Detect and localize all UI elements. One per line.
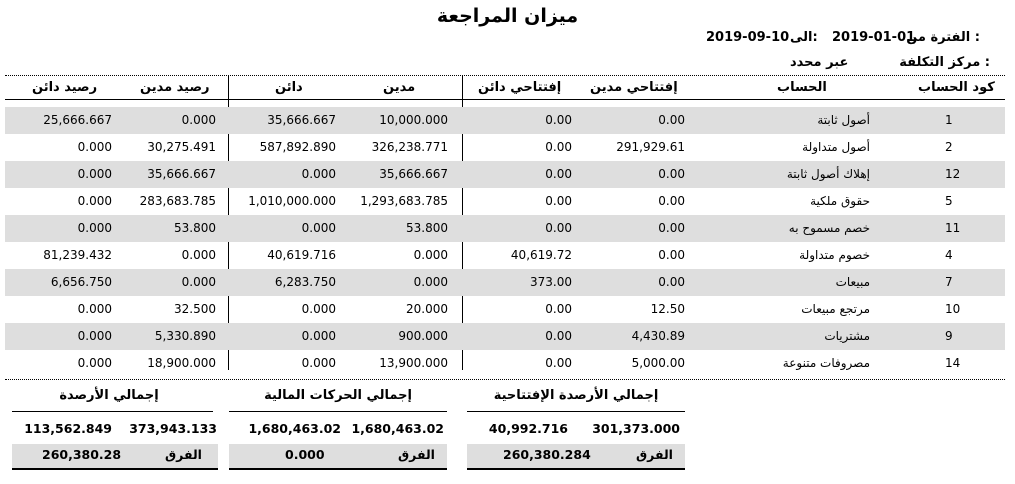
movements-diff-underline bbox=[229, 468, 447, 470]
cell-credit: 0.000 bbox=[301, 329, 336, 343]
cell-open-credit: 0.00 bbox=[545, 194, 572, 208]
cell-bal-debit: 35,666.667 bbox=[147, 167, 216, 181]
col-header-debit: مدين bbox=[383, 80, 416, 95]
header-top-rule bbox=[5, 75, 1005, 76]
movements-totals-credit: 1,680,463.02 bbox=[248, 421, 341, 436]
table-row bbox=[5, 107, 1005, 134]
cell-debit: 1,293,683.785 bbox=[360, 194, 448, 208]
date-to: 2019-09-10 bbox=[706, 30, 790, 45]
table-row bbox=[5, 323, 1005, 350]
col-header-open-credit: إفتتاحي دائن bbox=[478, 80, 562, 95]
cell-debit: 20.000 bbox=[406, 302, 448, 316]
cell-bal-credit: 25,666.667 bbox=[43, 113, 112, 127]
cell-open-debit: 4,430.89 bbox=[631, 329, 685, 343]
cell-code: 11 bbox=[945, 221, 961, 235]
opening-diff-label: الفرق bbox=[636, 447, 673, 462]
cell-code: 14 bbox=[945, 356, 961, 370]
table-row bbox=[5, 296, 1005, 323]
col-header-code: كود الحساب bbox=[918, 80, 995, 95]
cell-credit: 40,619.716 bbox=[267, 248, 336, 262]
cell-bal-debit: 0.000 bbox=[181, 113, 216, 127]
table-row bbox=[5, 269, 1005, 296]
movements-diff-value: 0.000 bbox=[285, 447, 325, 462]
cell-bal-debit: 0.000 bbox=[181, 275, 216, 289]
opening-totals-debit: 301,373.000 bbox=[592, 421, 680, 436]
cell-debit: 35,666.667 bbox=[379, 167, 448, 181]
cell-credit: 0.000 bbox=[301, 302, 336, 316]
to-label: الى: bbox=[790, 30, 818, 45]
movements-diff-label: الفرق bbox=[398, 447, 435, 462]
cell-account: مرتجع مبيعات bbox=[801, 302, 870, 316]
balances-diff-value: 260,380.28 bbox=[42, 447, 122, 462]
cell-code: 12 bbox=[945, 167, 961, 181]
cell-open-debit: 5,000.00 bbox=[631, 356, 685, 370]
cell-code: 2 bbox=[945, 140, 953, 154]
cell-open-credit: 373.00 bbox=[530, 275, 572, 289]
opening-diff-underline bbox=[467, 468, 685, 470]
table-row bbox=[5, 161, 1005, 188]
cell-account: خصوم متداولة bbox=[799, 248, 870, 262]
cell-account: أصول متداولة bbox=[802, 140, 870, 154]
cell-code: 5 bbox=[945, 194, 953, 208]
cell-bal-credit: 0.000 bbox=[77, 356, 112, 370]
cell-code: 10 bbox=[945, 302, 961, 316]
col-header-bal-debit: رصيد مدين bbox=[140, 80, 210, 95]
cell-account: مصروفات متنوعة bbox=[782, 356, 870, 370]
col-header-bal-credit: رصيد دائن bbox=[32, 80, 98, 95]
col-header-credit: دائن bbox=[275, 80, 303, 95]
balances-totals-title: إجمالي الأرصدة bbox=[59, 388, 159, 403]
cell-account: مبيعات bbox=[835, 275, 870, 289]
cell-account: حقوق ملكية bbox=[810, 194, 870, 208]
cell-open-debit: 0.00 bbox=[658, 167, 685, 181]
cost-center-label: مركز التكلفة : bbox=[899, 55, 990, 70]
cell-open-debit: 291,929.61 bbox=[616, 140, 685, 154]
col-header-open-debit: إفتتاحي مدين bbox=[590, 80, 678, 95]
cell-open-credit: 0.00 bbox=[545, 113, 572, 127]
cell-credit: 0.000 bbox=[301, 356, 336, 370]
table-bottom-rule bbox=[5, 379, 1005, 380]
cell-bal-debit: 32.500 bbox=[174, 302, 216, 316]
col-header-account: الحساب bbox=[777, 80, 827, 95]
cell-bal-debit: 0.000 bbox=[181, 248, 216, 262]
cell-open-debit: 0.00 bbox=[658, 248, 685, 262]
table-row bbox=[5, 350, 1005, 377]
opening-totals-rule bbox=[467, 411, 685, 412]
opening-totals-title: إجمالي الأرصدة الإفتتاحية bbox=[493, 388, 659, 403]
cell-debit: 53.800 bbox=[406, 221, 448, 235]
cell-bal-debit: 30,275.491 bbox=[147, 140, 216, 154]
cell-bal-debit: 18,900.000 bbox=[147, 356, 216, 370]
balances-totals-credit: 113,562.849 bbox=[24, 421, 112, 436]
movements-totals-rule bbox=[229, 411, 447, 412]
cell-bal-credit: 0.000 bbox=[77, 221, 112, 235]
balances-totals-debit: 373,943.133 bbox=[129, 421, 217, 436]
cell-bal-credit: 0.000 bbox=[77, 167, 112, 181]
cell-bal-debit: 5,330.890 bbox=[154, 329, 216, 343]
cell-credit: 6,283.750 bbox=[274, 275, 336, 289]
cell-debit: 10,000.000 bbox=[379, 113, 448, 127]
cell-open-credit: 0.00 bbox=[545, 302, 572, 316]
cell-open-debit: 0.00 bbox=[658, 221, 685, 235]
movements-totals-title: إجمالي الحركات المالية bbox=[264, 388, 412, 403]
balances-diff-underline bbox=[12, 468, 218, 470]
table-row bbox=[5, 188, 1005, 215]
opening-totals-credit: 40,992.716 bbox=[488, 421, 568, 436]
cell-debit: 0.000 bbox=[413, 248, 448, 262]
cell-code: 9 bbox=[945, 329, 953, 343]
cell-credit: 587,892.890 bbox=[259, 140, 336, 154]
cell-bal-credit: 0.000 bbox=[77, 329, 112, 343]
cell-credit: 1,010,000.000 bbox=[248, 194, 336, 208]
cell-debit: 13,900.000 bbox=[379, 356, 448, 370]
cell-bal-debit: 53.800 bbox=[174, 221, 216, 235]
table-row bbox=[5, 215, 1005, 242]
cell-open-credit: 0.00 bbox=[545, 140, 572, 154]
cost-center-value: عبر محدد bbox=[790, 55, 849, 70]
period-label: الفترة من : bbox=[906, 30, 980, 45]
cell-open-debit: 0.00 bbox=[658, 275, 685, 289]
table-row bbox=[5, 134, 1005, 161]
cell-account: مشتريات bbox=[824, 329, 870, 343]
cell-code: 7 bbox=[945, 275, 953, 289]
cell-code: 4 bbox=[945, 248, 953, 262]
opening-diff-value: 260,380.284 bbox=[503, 447, 591, 462]
cell-code: 1 bbox=[945, 113, 953, 127]
cell-credit: 0.000 bbox=[301, 167, 336, 181]
cell-bal-credit: 0.000 bbox=[77, 140, 112, 154]
cell-bal-debit: 283,683.785 bbox=[139, 194, 216, 208]
table-row bbox=[5, 242, 1005, 269]
cell-bal-credit: 0.000 bbox=[77, 302, 112, 316]
cell-bal-credit: 0.000 bbox=[77, 194, 112, 208]
movements-totals-debit: 1,680,463.02 bbox=[351, 421, 444, 436]
cell-credit: 35,666.667 bbox=[267, 113, 336, 127]
cell-open-debit: 0.00 bbox=[658, 194, 685, 208]
cell-open-debit: 0.00 bbox=[658, 113, 685, 127]
cell-account: إهلاك أصول ثابتة bbox=[786, 167, 870, 181]
cell-credit: 0.000 bbox=[301, 221, 336, 235]
date-from: 2019-01-01 bbox=[832, 30, 916, 45]
cell-debit: 900.000 bbox=[398, 329, 448, 343]
cell-debit: 326,238.771 bbox=[371, 140, 448, 154]
cell-open-credit: 0.00 bbox=[545, 221, 572, 235]
balances-totals-rule bbox=[12, 411, 213, 412]
cell-open-credit: 40,619.72 bbox=[510, 248, 572, 262]
cell-debit: 0.000 bbox=[413, 275, 448, 289]
report-title: ميزان المراجعة bbox=[436, 5, 579, 27]
header-bottom-rule bbox=[5, 99, 1005, 100]
cell-open-credit: 0.00 bbox=[545, 329, 572, 343]
balances-diff-label: الفرق bbox=[165, 447, 202, 462]
cell-bal-credit: 6,656.750 bbox=[50, 275, 112, 289]
cell-open-credit: 0.00 bbox=[545, 167, 572, 181]
cell-open-debit: 12.50 bbox=[650, 302, 685, 316]
cell-bal-credit: 81,239.432 bbox=[43, 248, 112, 262]
cell-open-credit: 0.00 bbox=[545, 356, 572, 370]
cell-account: خصم مسموح به bbox=[788, 221, 870, 235]
cell-account: أصول ثابتة bbox=[817, 113, 870, 127]
